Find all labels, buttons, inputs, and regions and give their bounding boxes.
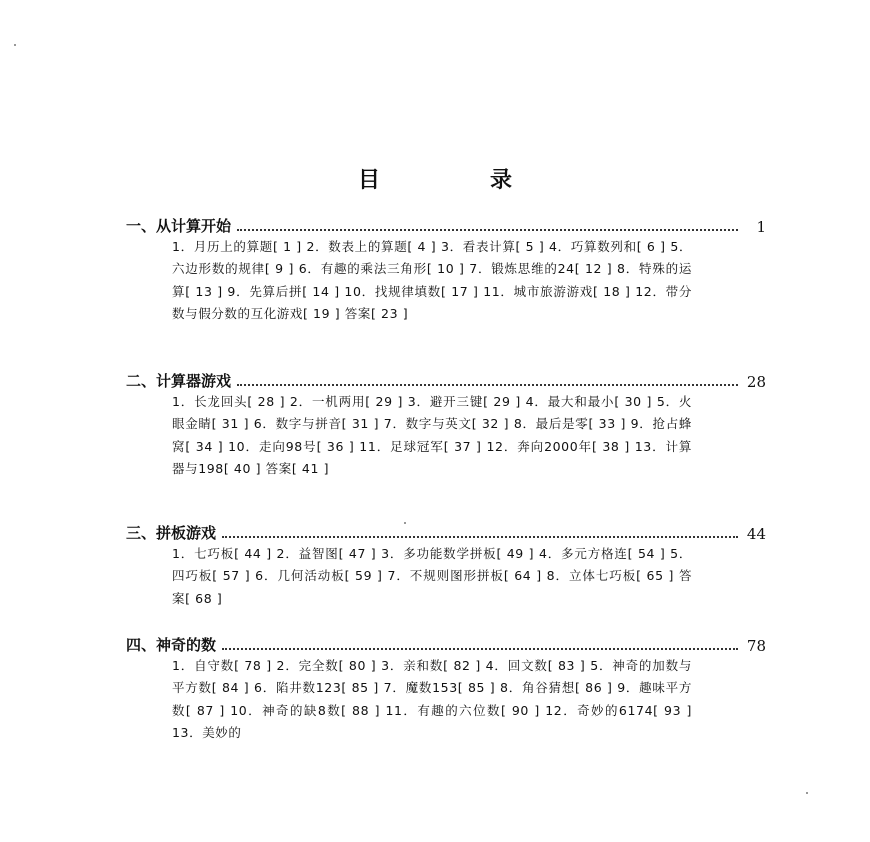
chapter-label: 二、计算器游戏 — [126, 372, 232, 390]
toc-entry: 6．几何活动板[ 59 ] — [255, 568, 383, 584]
toc-entry: 4．最大和最小[ 30 ] — [525, 394, 653, 409]
toc-entry: 5．火眼金睛[ 31 ] — [172, 394, 693, 432]
toc-entry: 6．陷井数123[ 85 ] — [254, 680, 379, 696]
toc-chapter — [126, 369, 766, 525]
toc-entry: 10．走向98号[ 36 ] — [228, 438, 355, 454]
toc-entry: 5．四巧板[ 57 ] — [172, 546, 693, 584]
toc-entry: 6．数字与拼音[ 31 ] — [253, 416, 380, 432]
page-title: 目 录 — [357, 168, 556, 193]
chapter-label: 一、从计算开始 — [126, 217, 232, 235]
chapter-heading — [126, 521, 766, 543]
toc-entry: 4．回文数[ 83 ] — [485, 658, 586, 673]
toc-entry: 10．神奇的缺8数[ 88 ] — [230, 702, 381, 718]
chapter-entries — [172, 543, 692, 632]
toc-entry: 1．七巧板[ 44 ] — [172, 546, 272, 561]
toc-entry: 1．长龙回头[ 28 ] — [172, 394, 286, 409]
toc-entry: 5．神奇的加数与平方数[ 84 ] — [172, 658, 693, 696]
toc-chapter — [126, 633, 766, 767]
chapter-entries — [172, 655, 692, 767]
toc-entry: 9．先算后拼[ 14 ] — [227, 283, 340, 299]
chapter-page-number: 1 — [756, 218, 766, 236]
toc-entry: 8．立体七巧板[ 65 ] — [546, 568, 675, 584]
toc-entry: 8．最后是零[ 33 ] — [513, 416, 626, 432]
toc-entry: 7．数字与英文[ 32 ] — [383, 416, 510, 432]
dot-leader — [237, 383, 738, 386]
toc-entry: 2．数表上的算题[ 4 ] — [306, 239, 437, 254]
toc-entry: 答案[ 23 ] — [344, 305, 409, 321]
toc-entry: 9．趣味平方数[ 87 ] — [172, 680, 693, 718]
toc-entry: 3．多功能数学拼板[ 49 ] — [381, 546, 535, 561]
toc-entry: 8．角谷猜想[ 86 ] — [500, 680, 613, 696]
chapter-heading — [126, 214, 766, 236]
toc-chapter — [126, 521, 766, 632]
chapter-heading — [126, 633, 766, 655]
toc-entry: 1．月历上的算题[ 1 ] — [172, 239, 302, 254]
toc-entry: 13．美妙的 — [172, 724, 242, 740]
dot-leader — [222, 647, 738, 650]
chapter-page-number: 28 — [746, 373, 766, 391]
chapter-heading — [126, 369, 766, 391]
chapter-entries — [172, 236, 692, 370]
chapter-page-number: 44 — [746, 525, 766, 543]
chapter-page-number: 78 — [746, 637, 766, 655]
scan-speck — [14, 44, 16, 46]
toc-entry: 12．带分数与假分数的互化游戏[ 19 ] — [172, 283, 692, 321]
toc-entry: 2．益智图[ 47 ] — [276, 546, 377, 561]
chapter-label: 四、神奇的数 — [126, 636, 217, 654]
dot-leader — [237, 228, 738, 231]
scan-speck — [806, 792, 808, 794]
toc-entry: 12．奔向2000年[ 38 ] — [486, 438, 630, 454]
chapter-label: 三、拼板游戏 — [126, 524, 217, 542]
toc-entry: 答案[ 68 ] — [172, 568, 693, 606]
toc-entry: 答案[ 41 ] — [265, 460, 330, 476]
toc-entry: 8．特殊的运算[ 13 ] — [172, 261, 692, 299]
toc-entry: 7．不规则图形拼板[ 64 ] — [387, 568, 542, 584]
toc-entry: 7．锻炼思维的24[ 12 ] — [469, 261, 613, 277]
chapter-entries — [172, 391, 692, 525]
toc-entry: 10．找规律填数[ 17 ] — [344, 283, 479, 299]
toc-entry: 4．巧算数列和[ 6 ] — [549, 239, 666, 254]
toc-entry: 3．避开三键[ 29 ] — [407, 394, 521, 409]
toc-entry: 2．一机两用[ 29 ] — [289, 394, 403, 409]
toc-entry: 9．抢占蜂窝[ 34 ] — [172, 416, 693, 454]
toc-entry: 13．计算器与198[ 40 ] — [172, 438, 693, 476]
toc-entry: 11．足球冠军[ 37 ] — [359, 438, 482, 454]
toc-entry: 6．有趣的乘法三角形[ 10 ] — [298, 261, 465, 277]
toc-entry: 12．奇妙的6174[ 93 ] — [545, 702, 693, 718]
toc-entry: 1．自守数[ 78 ] — [172, 658, 272, 673]
toc-entry: 3．亲和数[ 82 ] — [381, 658, 481, 673]
toc-entry: 11．有趣的六位数[ 90 ] — [385, 702, 540, 718]
toc-entry: 11．城市旅游游戏[ 18 ] — [483, 283, 631, 299]
toc-entry: 4．多元方格连[ 54 ] — [538, 546, 666, 561]
toc-entry: 3．看表计算[ 5 ] — [440, 239, 545, 254]
toc-chapter — [126, 214, 766, 370]
toc-entry: 2．完全数[ 80 ] — [276, 658, 377, 673]
dot-leader — [222, 535, 738, 538]
scan-speck — [404, 522, 406, 524]
toc-entry: 7．魔数153[ 85 ] — [383, 680, 496, 696]
toc-entry: 5．六边形数的规律[ 9 ] — [172, 239, 693, 277]
